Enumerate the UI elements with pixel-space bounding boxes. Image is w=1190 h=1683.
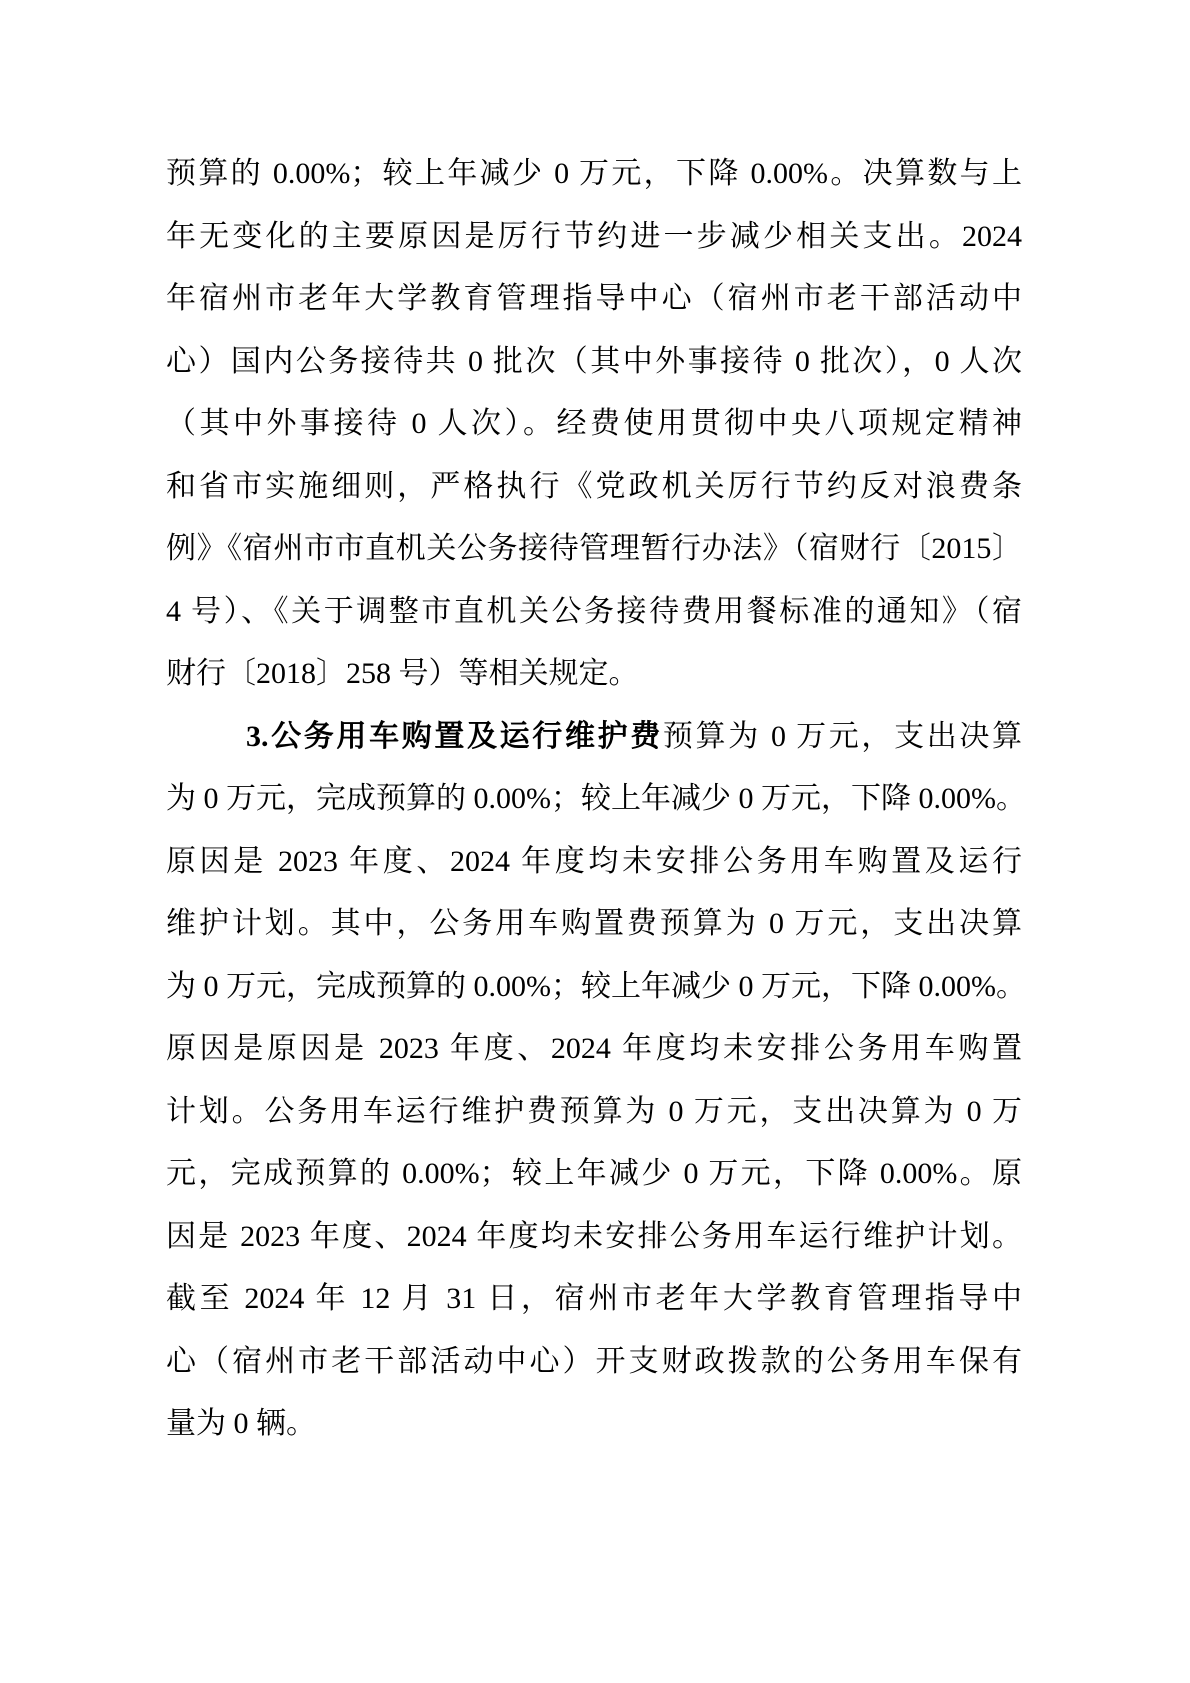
text-line: 年宿州市老年大学教育管理指导中心（宿州市老干部活动中 (166, 282, 1022, 315)
paragraph (166, 143, 1022, 706)
text-line: 心）国内公务接待共 0 批次（其中外事接待 0 批次），0 人次 (166, 344, 1022, 378)
paragraph (166, 706, 1026, 1456)
text-line: 量为 0 辆。 (166, 1407, 316, 1440)
text-line: 维护计划。其中，公务用车购置费预算为 0 万元，支出决算 (166, 907, 1022, 940)
text-line: 3.公务用车购置及运行维护费预算为 0 万元，支出决算 (246, 719, 1023, 753)
text-line: 计划。公务用车运行维护费预算为 0 万元，支出决算为 0 万 (166, 1094, 1022, 1128)
text-line: 为 0 万元，完成预算的 0.00%；较上年减少 0 万元，下降 0.00%。 (166, 969, 1026, 1003)
text-line: 年无变化的主要原因是厉行节约进一步减少相关支出。2024 (166, 219, 1022, 253)
text-line: 4 号）、《关于调整市直机关公务接待费用餐标准的通知》（宿 (166, 594, 1022, 628)
bold-lead-heading: 3.公务用车购置及运行维护费 (246, 719, 663, 753)
text-line: 和省市实施细则，严格执行《党政机关厉行节约反对浪费条 (166, 469, 1022, 503)
text-line: 为 0 万元，完成预算的 0.00%；较上年减少 0 万元，下降 0.00%。 (166, 782, 1026, 815)
text-line: 截至 2024 年 12 月 31 日，宿州市老年大学教育管理指导中 (166, 1282, 1022, 1315)
text-line: 因是 2023 年度、2024 年度均未安排公务用车运行维护计划。 (166, 1219, 1022, 1253)
text-line: 原因是原因是 2023 年度、2024 年度均未安排公务用车购置 (166, 1032, 1022, 1065)
text-line: （其中外事接待 0 人次）。经费使用贯彻中央八项规定精神 (166, 407, 1022, 440)
text-line: 财行〔2018〕258 号）等相关规定。 (166, 657, 639, 690)
text-line: 例》《宿州市市直机关公务接待管理暂行办法》（宿财行〔2015〕 (166, 532, 1022, 565)
text-block (166, 143, 1026, 1456)
text-line: 元，完成预算的 0.00%；较上年减少 0 万元，下降 0.00%。原 (166, 1157, 1022, 1190)
text-line: 预算的 0.00%；较上年减少 0 万元，下降 0.00%。决算数与上 (166, 157, 1022, 190)
text-line: 心（宿州市老干部活动中心）开支财政拨款的公务用车保有 (166, 1344, 1022, 1378)
text-line: 原因是 2023 年度、2024 年度均未安排公务用车购置及运行 (166, 844, 1022, 878)
